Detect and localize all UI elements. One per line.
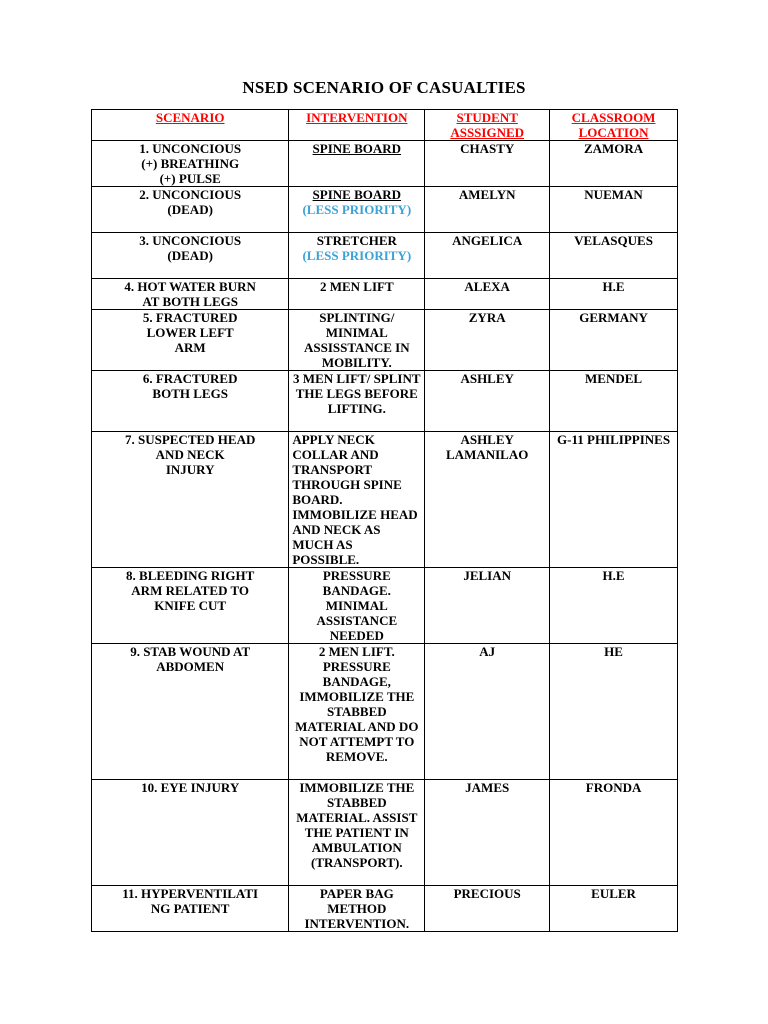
casualties-table	[91, 109, 678, 932]
table-row	[92, 371, 678, 432]
scenario-cell: 1. UNCONCIOUS (+) BREATHING (+) PULSE	[92, 141, 289, 187]
table-row	[92, 279, 678, 310]
student-cell: PRECIOUS	[425, 886, 550, 932]
student-cell: ZYRA	[425, 310, 550, 371]
priority-note: (LESS PRIORITY)	[302, 202, 412, 217]
intervention-cell: 2 MEN LIFT	[289, 279, 425, 310]
scenario-cell: 9. STAB WOUND AT ABDOMEN	[92, 644, 289, 780]
scenario-cell: 4. HOT WATER BURN AT BOTH LEGS	[92, 279, 289, 310]
table-row	[92, 141, 678, 187]
student-cell: ASHLEY	[425, 371, 550, 432]
scenario-cell: 5. FRACTURED LOWER LEFT ARM	[92, 310, 289, 371]
intervention-cell: STRETCHER (LESS PRIORITY)	[289, 233, 425, 279]
student-cell: AMELYN	[425, 187, 550, 233]
location-cell: H.E	[550, 568, 678, 644]
location-cell: VELASQUES	[550, 233, 678, 279]
student-cell: ANGELICA	[425, 233, 550, 279]
student-cell: ALEXA	[425, 279, 550, 310]
table-row	[92, 644, 678, 780]
scenario-cell: 3. UNCONCIOUS (DEAD)	[92, 233, 289, 279]
intervention-cell: 3 MEN LIFT/ SPLINT THE LEGS BEFORE LIFTING.	[289, 371, 425, 432]
student-cell: JAMES	[425, 780, 550, 886]
document-title: NSED SCENARIO OF CASUALTIES	[242, 78, 526, 97]
scenario-cell: 8. BLEEDING RIGHT ARM RELATED TO KNIFE CUT	[92, 568, 289, 644]
location-cell: FRONDA	[550, 780, 678, 886]
student-cell: CHASTY	[425, 141, 550, 187]
intervention-cell: IMMOBILIZE THE STABBED MATERIAL. ASSIST THE PATIENT IN AMBULATION (TRANSPORT).	[289, 780, 425, 886]
priority-note: (LESS PRIORITY)	[302, 248, 412, 263]
scenario-cell: 6. FRACTURED BOTH LEGS	[92, 371, 289, 432]
intervention-cell: 2 MEN LIFT. PRESSURE BANDAGE, IMMOBILIZE THE STABBED MATERIAL AND DO NOT ATTEMPT TO REMOVE.	[289, 644, 425, 780]
table-row	[92, 187, 678, 233]
location-cell: H.E	[550, 279, 678, 310]
student-cell: ASHLEY LAMANILAO	[425, 432, 550, 568]
table-row	[92, 432, 678, 568]
student-cell: JELIAN	[425, 568, 550, 644]
location-cell: G-11 PHILIPPINES	[550, 432, 678, 568]
intervention-cell: SPLINTING/ MINIMAL ASSISSTANCE IN MOBILITY.	[289, 310, 425, 371]
student-cell: AJ	[425, 644, 550, 780]
location-cell: GERMANY	[550, 310, 678, 371]
table-row	[92, 886, 678, 932]
header-intervention: INTERVENTION	[289, 110, 425, 141]
location-cell: HE	[550, 644, 678, 780]
intervention-cell: PAPER BAG METHOD INTERVENTION.	[289, 886, 425, 932]
intervention-cell: APPLY NECK COLLAR AND TRANSPORT THROUGH SPINE BOARD. IMMOBILIZE HEAD AND NECK AS MUCH AS POSSIBLE.	[289, 432, 425, 568]
location-cell: EULER	[550, 886, 678, 932]
header-student: STUDENT ASSSIGNED	[425, 110, 550, 141]
location-cell: NUEMAN	[550, 187, 678, 233]
scenario-cell: 7. SUSPECTED HEAD AND NECK INJURY	[92, 432, 289, 568]
intervention-cell: PRESSURE BANDAGE. MINIMAL ASSISTANCE NEEDED	[289, 568, 425, 644]
table-row	[92, 568, 678, 644]
location-cell: MENDEL	[550, 371, 678, 432]
scenario-cell: 10. EYE INJURY	[92, 780, 289, 886]
scenario-cell: 2. UNCONCIOUS (DEAD)	[92, 187, 289, 233]
location-cell: ZAMORA	[550, 141, 678, 187]
table-header-row	[92, 110, 678, 141]
intervention-cell: SPINE BOARD	[289, 141, 425, 187]
table-row	[92, 233, 678, 279]
table-row	[92, 780, 678, 886]
header-location: CLASSROOM LOCATION	[550, 110, 678, 141]
header-scenario: SCENARIO	[92, 110, 289, 141]
intervention-cell: SPINE BOARD (LESS PRIORITY)	[289, 187, 425, 233]
table-row	[92, 310, 678, 371]
scenario-cell: 11. HYPERVENTILATI NG PATIENT	[92, 886, 289, 932]
